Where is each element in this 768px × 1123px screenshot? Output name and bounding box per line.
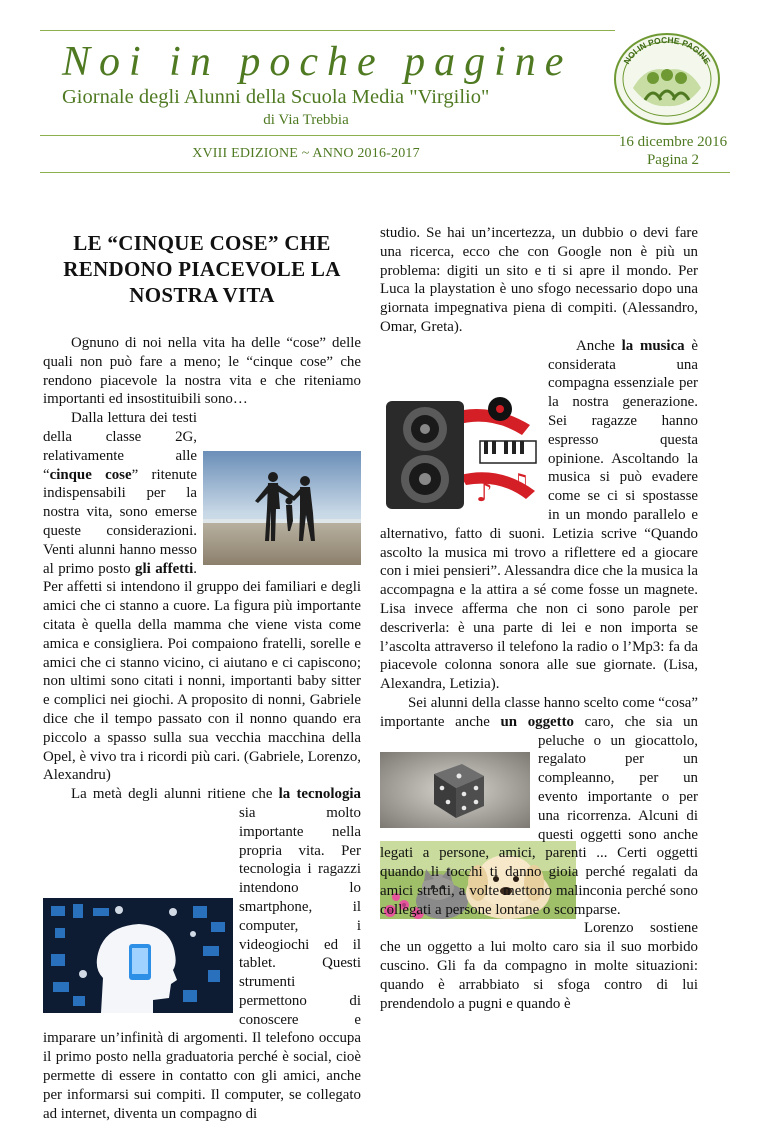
paragraph-tecnologia: La metà degli alunni ritiene che la tecnologia sia molto importante nella propria vita. Per tecnologia i ragazzi intendono lo smartphone, il computer, i videogiochi ed il tablet. Questi strumenti permettono di conoscere e imparare un’infinità di argomenti. Il telefono occupa il primo posto nella graduatoria perché è social, cioè permette di essere in contatto con gli amici, anche per informarsi sui compiti. Il computer, se collegato ad internet, diventa un compagno di: [43, 786, 361, 1122]
edition-rule: [40, 135, 620, 136]
masthead-title: Noi in poche pagine: [62, 39, 573, 85]
svg-text:♫: ♫: [510, 469, 530, 495]
edition-line: XVIII EDIZIONE ~ ANNO 2016-2017: [192, 146, 420, 161]
masthead-subtitle: Giornale degli Alunni della Scuola Media "Virgilio": [62, 86, 490, 108]
top-rule: [40, 30, 615, 31]
page-number: Pagina 2: [646, 152, 700, 168]
paragraph-cuscino: Lorenzo sostiene che un oggetto a lui molto caro sia il suo morbido cuscino. Gli fa da compagno in molte situazioni: quando è arrabbiato si sfoga contro di lui prendendolo a pugni e quando è: [380, 919, 698, 1013]
article-column-left: [43, 230, 361, 1123]
logo-text: NOI IN POCHE PAGINE: [621, 34, 713, 66]
article-title: LE “CINQUE COSE” CHE RENDONO PIACEVOLE LA NOSTRA VITA: [63, 231, 341, 307]
school-location: di Via Trebbia: [263, 112, 349, 128]
music-speakers-image: [380, 395, 540, 513]
edition-rule-bottom: [40, 172, 620, 173]
date-rule: [618, 172, 730, 173]
paragraph-intro: Ognuno di noi nella vita ha delle “cose” delle quali non può fare a meno; le “cinque cose” che rendono piacevole la nostra vita e che riteniamo importanti ed insostituibili sono…: [43, 335, 361, 408]
article-column-right: [380, 224, 698, 1013]
paragraph-affetti: Dalla lettura dei testi della classe 2G, relativamente alle “cinque cose” ritenute indispensabili per la nostra vita, sono emerse queste considerazioni. Venti alunni hanno messo al primo posto gli affetti. Per affetti si intendono il gruppo dei familiari e degli amici che ci stanno a cuore. La figura più importante citata è quella della mamma che viene vista come amica e consigliera. Poi compaiono fratelli, sorelle e amici che ci stanno vicino, ci aiutano e ci capiscono; non ultimi sono citati i nonni, importanti baby sitter e complici nei giochi. A proposito di nonni, Gabriele dice che il tempo passato con il nonno quando era piccolo a spasso sulla sua vecchia macchina della Opel, è vivo tra i ricordi più cari. (Gabriele, Lorenzo, Alexandru): [43, 410, 361, 784]
paragraph-oggetto: Sei alunni della classe hanno scelto come “cosa” importante anche un oggetto caro, che sia un peluche o un giocattolo, regalato per un compleanno, per un evento importante o per una ricorrenza. Alcuni di questi oggetti sono anche legati a persone, amici, parenti ... Certi oggetti quando li tocchi ti danno gioia perché regalati da amici stretti, a volte mettono malinconia perché sono collegati a persone lontane o scomparse.: [380, 694, 699, 918]
date-box: [618, 133, 728, 169]
paragraph-musica: Anche la musica ♪ ♫ è considerata una compagna essenziale per la nostra generazione. Sei ragazze hanno espresso questa opinione. Ascoltando la musica si può evadere come se ci si spostasse in un mondo parallelo e alternativo, fatto di suoni. Letizia scrive “Quando ascolto la musica mi trovo a riflettere ed a giocare con i miei pensieri”. Alessandra dice che la musica la accompagna e la attira a sé come fosse un magnete. Lisa invece afferma che non ci sono parole per descriverla: è una parte di lei e non importa se l’ascolta attraverso il telefono la radio o l’Mp3: fa da piacevole colonna sonora alle sue giornate. (Lisa, Alexandra, Letizia).: [380, 337, 698, 693]
svg-text:♪: ♪: [476, 477, 493, 508]
issue-date: 16 dicembre 2016: [618, 134, 728, 150]
dice-image: [380, 752, 530, 828]
newspaper-logo: [611, 30, 723, 128]
family-beach-photo: [203, 451, 361, 565]
paragraph-studio: studio. Se hai un’incertezza, un dubbio o devi fare una ricerca, ecco che con Google non è più un problema: digiti un sito e ti si apre il mondo. Per Luca la playstation è uno sfogo necessario dopo una giornata impegnativa piena di compiti. (Alessandro, Omar, Greta).: [380, 225, 698, 335]
technology-head-image: [43, 898, 233, 1013]
